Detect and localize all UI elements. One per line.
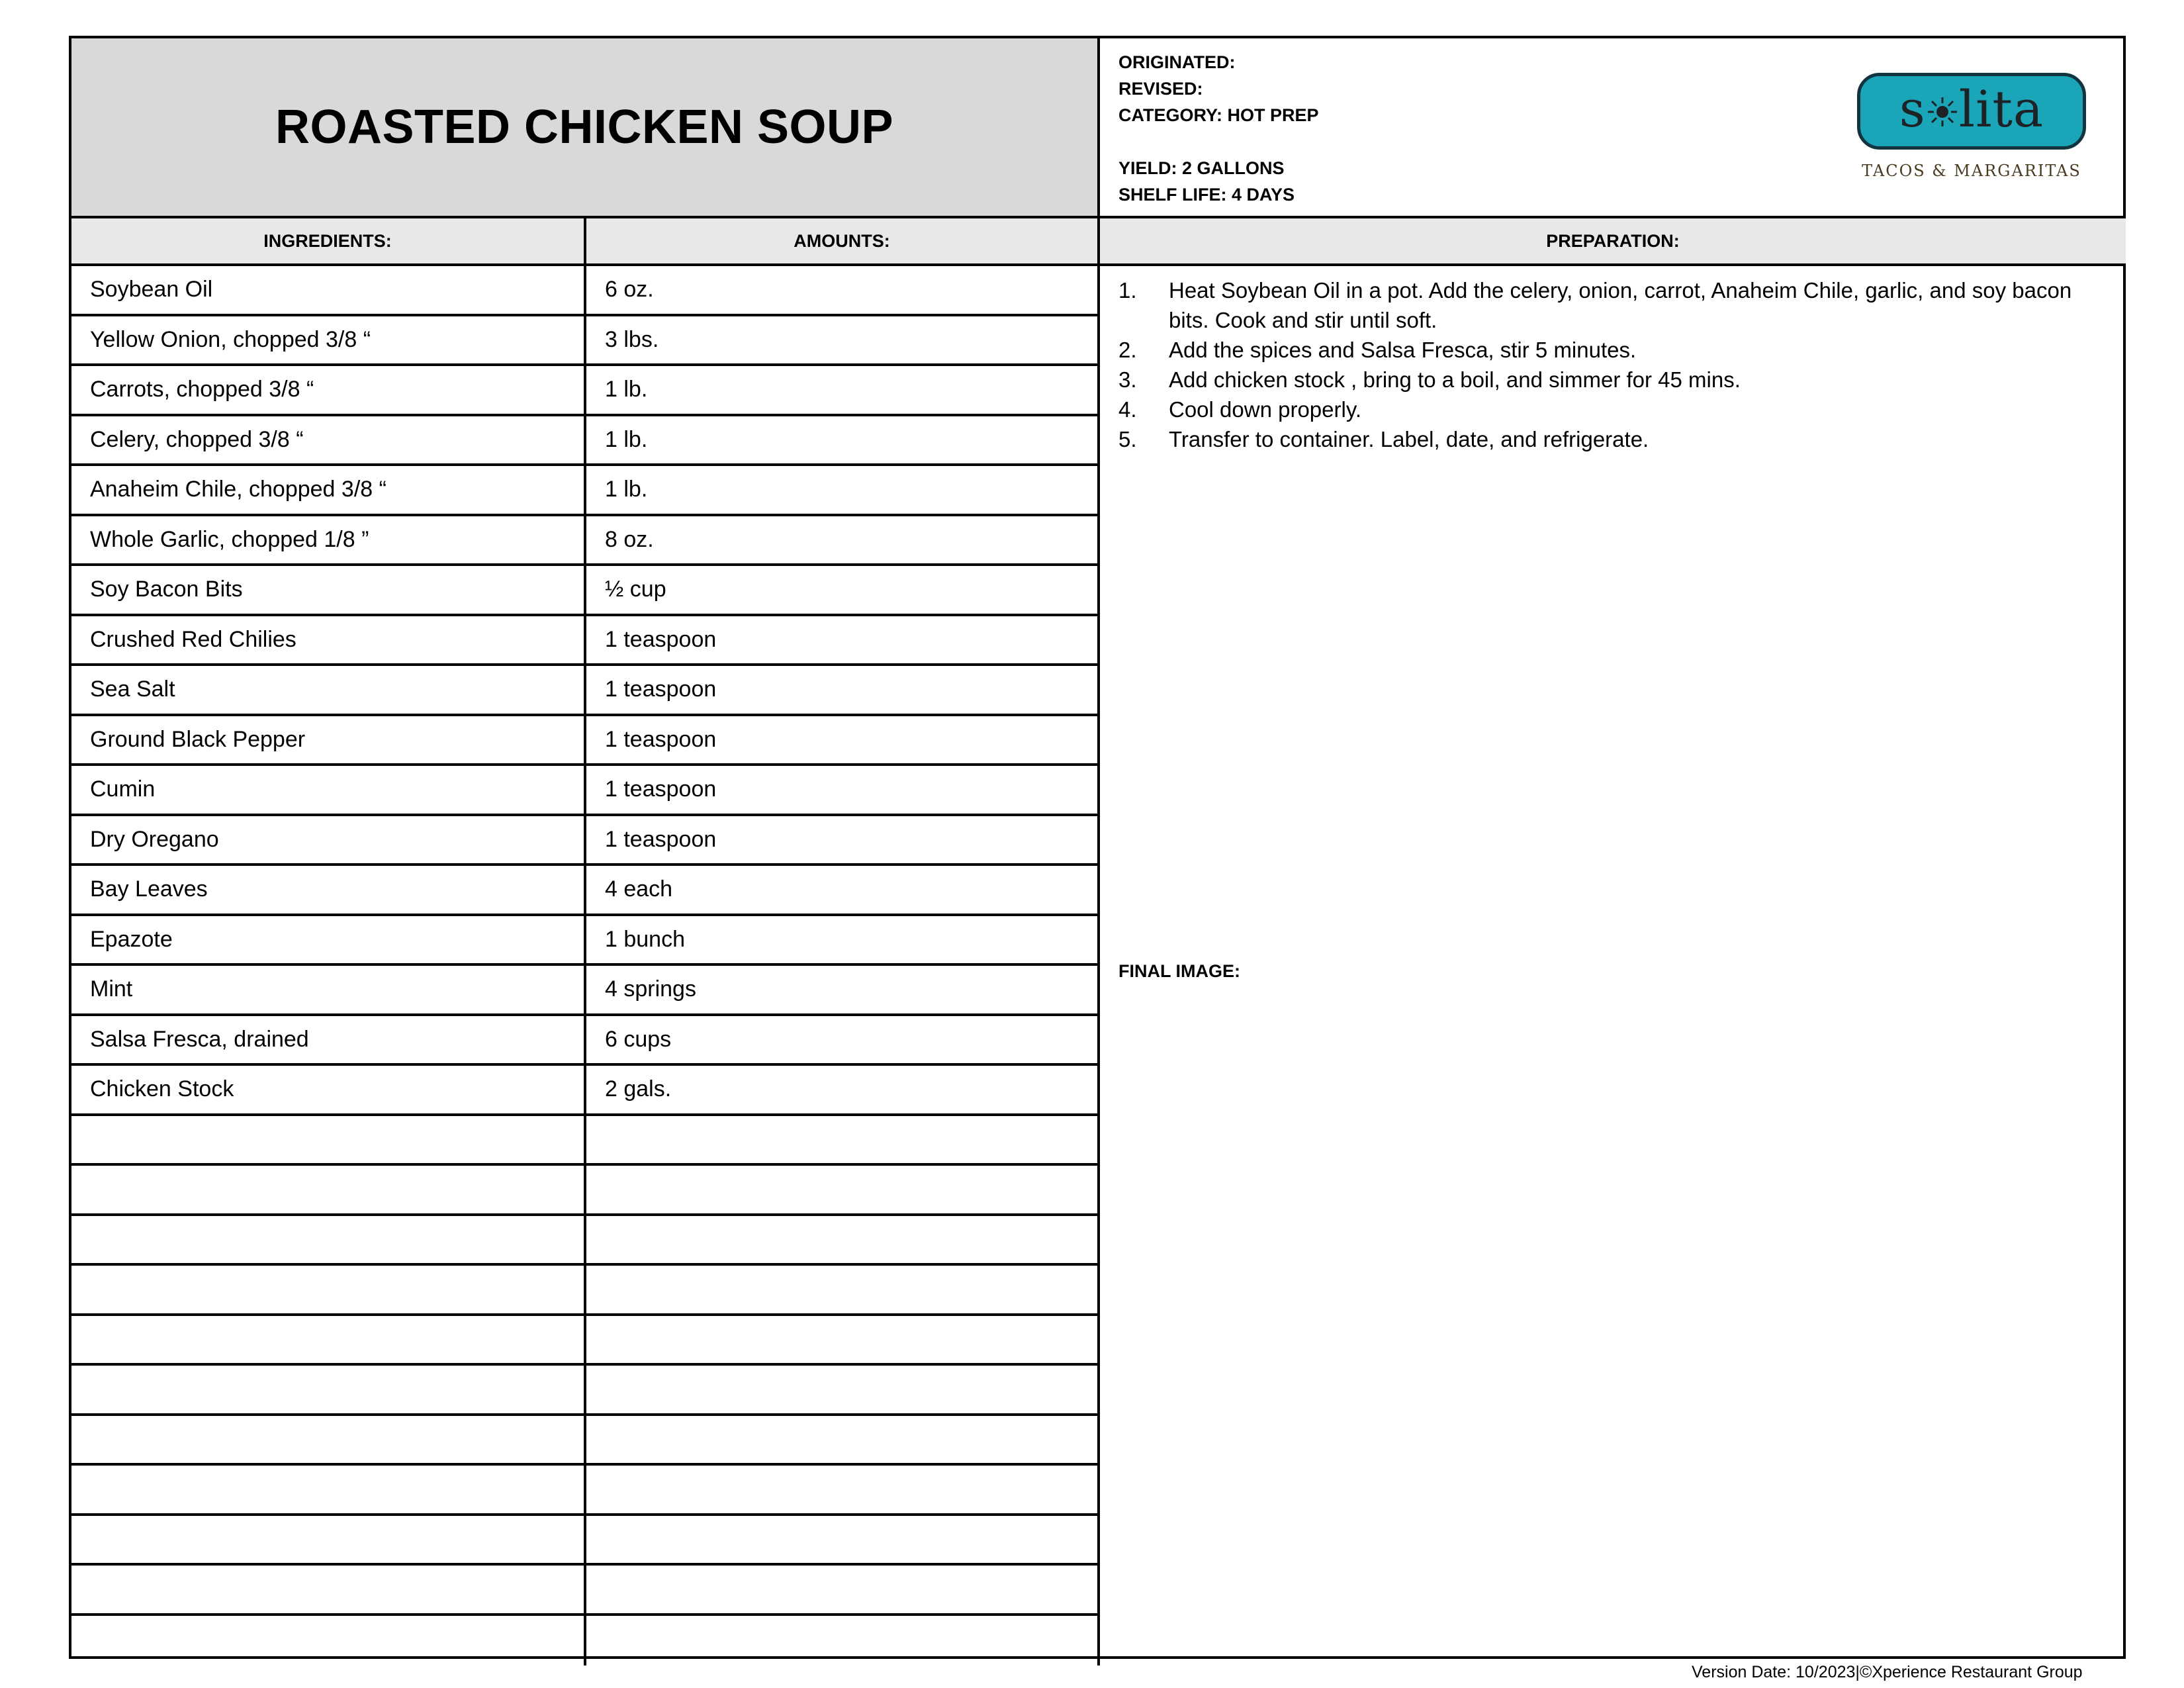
ingredient-amount: 1 lb. bbox=[586, 466, 1100, 514]
list-item bbox=[1118, 335, 2085, 365]
ingredient-amount bbox=[586, 1566, 1100, 1613]
step-text: Transfer to container. Label, date, and refrigerate. bbox=[1169, 427, 1649, 451]
solita-logo bbox=[1857, 73, 2102, 225]
ingredient-name: Carrots, chopped 3/8 “ bbox=[71, 366, 586, 414]
ingredients-table bbox=[71, 266, 1100, 1665]
step-text: Add the spices and Salsa Fresca, stir 5 minutes. bbox=[1169, 338, 1637, 362]
logo-wordmark: s lita bbox=[1899, 79, 2044, 138]
table-row bbox=[71, 1016, 1100, 1066]
category-field: CATEGORY: HOT PREP bbox=[1118, 105, 1319, 125]
title-cell bbox=[71, 38, 1100, 218]
table-row bbox=[71, 1316, 1100, 1366]
ingredient-amount bbox=[586, 1316, 1100, 1364]
ingredient-name: Whole Garlic, chopped 1/8 ” bbox=[71, 516, 586, 564]
preparation-cell bbox=[1100, 266, 2126, 1659]
table-row bbox=[71, 1416, 1100, 1466]
ingredient-amount: 1 teaspoon bbox=[586, 666, 1100, 714]
ingredient-amount: 1 teaspoon bbox=[586, 716, 1100, 764]
table-row bbox=[71, 1566, 1100, 1616]
table-row bbox=[71, 866, 1100, 916]
ingredient-name bbox=[71, 1166, 586, 1213]
ingredient-name: Celery, chopped 3/8 “ bbox=[71, 416, 586, 464]
yield-field: YIELD: 2 GALLONS bbox=[1118, 158, 1285, 178]
table-row bbox=[71, 266, 1100, 316]
ingredient-amount bbox=[586, 1366, 1100, 1413]
ingredient-name: Ground Black Pepper bbox=[71, 716, 586, 764]
ingredient-amount: 1 teaspoon bbox=[586, 816, 1100, 864]
ingredient-amount: 4 springs bbox=[586, 966, 1100, 1013]
table-row bbox=[71, 666, 1100, 716]
table-row bbox=[71, 716, 1100, 767]
step-number: 3. bbox=[1118, 367, 1137, 392]
ingredient-name bbox=[71, 1466, 586, 1513]
table-row bbox=[71, 1466, 1100, 1516]
ingredient-amount: 1 teaspoon bbox=[586, 766, 1100, 814]
list-item bbox=[1118, 275, 2085, 335]
recipe-card bbox=[69, 36, 2126, 1659]
list-item bbox=[1118, 365, 2085, 395]
ingredient-name: Soy Bacon Bits bbox=[71, 566, 586, 614]
table-row bbox=[71, 1516, 1100, 1566]
table-row bbox=[71, 366, 1100, 416]
table-row bbox=[71, 1066, 1100, 1116]
ingredient-name: Cumin bbox=[71, 766, 586, 814]
ingredient-name: Dry Oregano bbox=[71, 816, 586, 864]
table-row bbox=[71, 566, 1100, 616]
ingredient-amount: 1 lb. bbox=[586, 416, 1100, 464]
table-row bbox=[71, 316, 1100, 367]
ingredient-amount: 3 lbs. bbox=[586, 316, 1100, 364]
originated-field: ORIGINATED: bbox=[1118, 52, 1236, 72]
table-row bbox=[71, 966, 1100, 1016]
logo-badge bbox=[1857, 73, 2086, 150]
ingredient-name: Anaheim Chile, chopped 3/8 “ bbox=[71, 466, 586, 514]
list-item bbox=[1118, 424, 2085, 454]
recipe-title: ROASTED CHICKEN SOUP bbox=[275, 101, 894, 154]
ingredient-name bbox=[71, 1216, 586, 1264]
ingredient-name bbox=[71, 1616, 586, 1666]
step-number: 5. bbox=[1118, 427, 1137, 451]
final-image-label: FINAL IMAGE: bbox=[1118, 961, 1240, 981]
table-row bbox=[71, 1166, 1100, 1216]
ingredient-amount bbox=[586, 1116, 1100, 1164]
ingredient-amount bbox=[586, 1216, 1100, 1264]
ingredient-amount: 4 each bbox=[586, 866, 1100, 914]
meta-info bbox=[1118, 49, 1319, 208]
ingredient-name: Mint bbox=[71, 966, 586, 1013]
ingredient-name: Soybean Oil bbox=[71, 266, 586, 314]
ingredient-name bbox=[71, 1416, 586, 1464]
ingredient-name bbox=[71, 1316, 586, 1364]
table-row bbox=[71, 1116, 1100, 1166]
table-row bbox=[71, 616, 1100, 667]
sun-icon bbox=[1927, 96, 1958, 128]
amounts-header: AMOUNTS: bbox=[586, 218, 1100, 266]
table-row bbox=[71, 1266, 1100, 1316]
ingredient-name: Yellow Onion, chopped 3/8 “ bbox=[71, 316, 586, 364]
ingredient-name bbox=[71, 1266, 586, 1313]
step-text: Cool down properly. bbox=[1169, 397, 1362, 422]
revised-field: REVISED: bbox=[1118, 79, 1203, 99]
ingredient-name bbox=[71, 1366, 586, 1413]
table-row bbox=[71, 1366, 1100, 1416]
table-row bbox=[71, 516, 1100, 567]
ingredient-amount bbox=[586, 1516, 1100, 1564]
preparation-header: PREPARATION: bbox=[1100, 218, 2126, 266]
table-row bbox=[71, 766, 1100, 816]
preparation-steps bbox=[1118, 275, 2085, 454]
shelf-life-field: SHELF LIFE: 4 DAYS bbox=[1118, 185, 1295, 205]
ingredient-amount: 2 gals. bbox=[586, 1066, 1100, 1113]
ingredient-name bbox=[71, 1116, 586, 1164]
ingredient-name: Sea Salt bbox=[71, 666, 586, 714]
ingredient-amount: 6 cups bbox=[586, 1016, 1100, 1064]
ingredient-amount bbox=[586, 1266, 1100, 1313]
ingredient-amount: 1 lb. bbox=[586, 366, 1100, 414]
step-number: 1. bbox=[1118, 278, 1137, 303]
ingredient-amount: 6 oz. bbox=[586, 266, 1100, 314]
list-item bbox=[1118, 395, 2085, 424]
ingredient-name: Bay Leaves bbox=[71, 866, 586, 914]
meta-cell bbox=[1100, 38, 2126, 218]
ingredient-amount: ½ cup bbox=[586, 566, 1100, 614]
ingredient-amount bbox=[586, 1616, 1100, 1666]
ingredient-amount: 1 bunch bbox=[586, 916, 1100, 964]
ingredient-amount bbox=[586, 1416, 1100, 1464]
ingredient-amount: 8 oz. bbox=[586, 516, 1100, 564]
ingredient-amount bbox=[586, 1166, 1100, 1213]
table-row bbox=[71, 1216, 1100, 1266]
table-row bbox=[71, 416, 1100, 467]
ingredient-name: Crushed Red Chilies bbox=[71, 616, 586, 664]
logo-tagline: TACOS & MARGARITAS bbox=[1862, 162, 2081, 180]
table-row bbox=[71, 816, 1100, 867]
footer-version: Version Date: 10/2023|©Xperience Restaurant Group bbox=[1692, 1663, 2083, 1681]
ingredient-name: Chicken Stock bbox=[71, 1066, 586, 1113]
step-text: Add chicken stock , bring to a boil, and simmer for 45 mins. bbox=[1169, 367, 1741, 392]
step-number: 4. bbox=[1118, 397, 1137, 422]
table-row bbox=[71, 916, 1100, 966]
ingredient-name: Salsa Fresca, drained bbox=[71, 1016, 586, 1064]
ingredients-header: INGREDIENTS: bbox=[71, 218, 586, 266]
ingredient-name bbox=[71, 1566, 586, 1613]
table-row bbox=[71, 466, 1100, 516]
table-row bbox=[71, 1616, 1100, 1666]
ingredient-amount: 1 teaspoon bbox=[586, 616, 1100, 664]
step-number: 2. bbox=[1118, 338, 1137, 362]
ingredient-name: Epazote bbox=[71, 916, 586, 964]
step-text: Heat Soybean Oil in a pot. Add the celery, onion, carrot, Anaheim Chile, garlic, and soy bacon bits. Cook and stir until soft. bbox=[1169, 278, 2072, 332]
ingredient-amount bbox=[586, 1466, 1100, 1513]
ingredient-name bbox=[71, 1516, 586, 1564]
